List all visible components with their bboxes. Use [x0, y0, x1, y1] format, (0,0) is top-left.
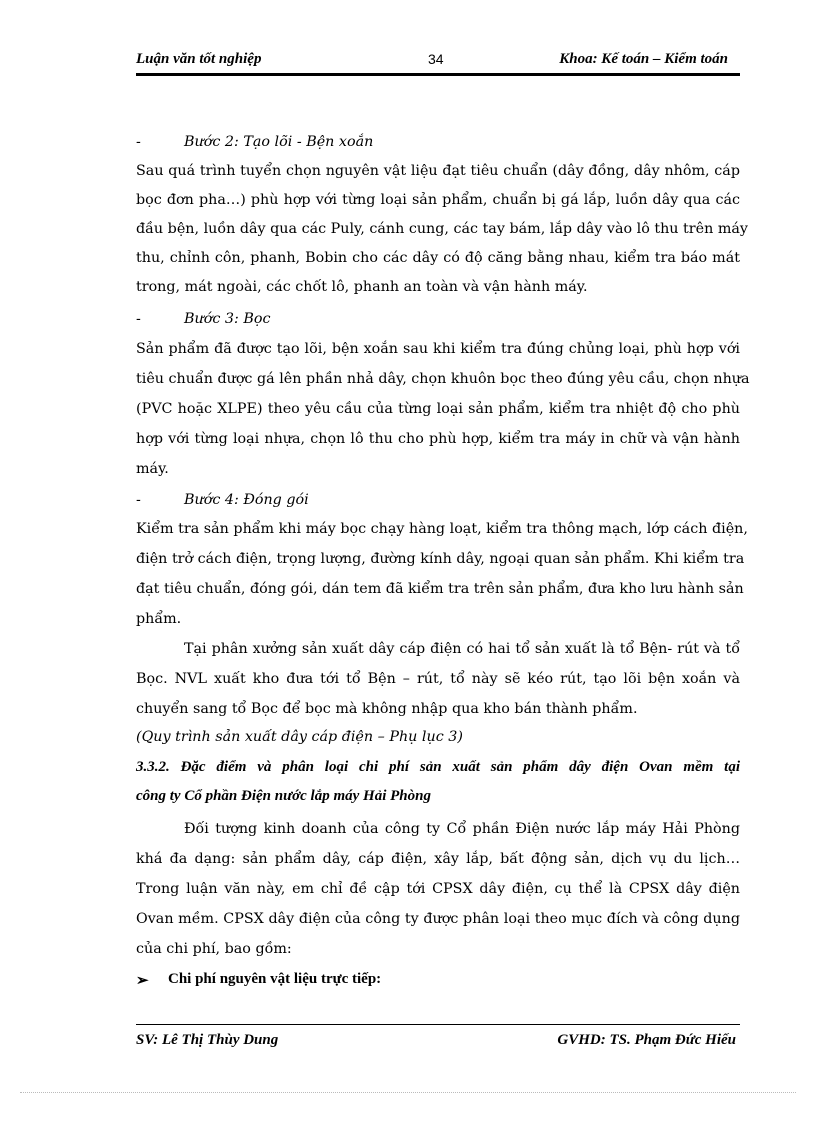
page-number: 34 — [428, 51, 444, 67]
appendix-note: (Quy trình sản xuất dây cáp điện – Phụ lục 3) — [136, 729, 463, 745]
paragraph-2-line: Sản phẩm đã được tạo lõi, bện xoắn sau khi kiểm tra đúng chủng loại, phù hợp với — [136, 341, 740, 357]
paragraph-1-line: thu, chỉnh côn, phanh, Bobin cho các dây có độ căng bằng nhau, kiểm tra báo mát — [136, 250, 740, 266]
paragraph-2-line: (PVC hoặc XLPE) theo yêu cầu của từng loại sản phẩm, kiểm tra nhiệt độ cho phù — [136, 401, 740, 417]
header-faculty-label: Khoa: Kế toán – Kiểm toán — [559, 51, 728, 67]
page-bottom-dotted-line — [20, 1092, 796, 1093]
paragraph-4-line: chuyển sang tổ Bọc để bọc mà không nhập qua kho bán thành phẩm. — [136, 701, 638, 717]
paragraph-5-line: khá đa dạng: sản phẩm dây, cáp điện, xây lắp, bất động sản, dịch vụ du lịch… — [136, 851, 740, 867]
header-thesis-label: Luận văn tốt nghiệp — [136, 51, 262, 67]
paragraph-5-line: Đối tượng kinh doanh của công ty Cổ phần Điện nước lắp máy Hải Phòng — [184, 821, 740, 837]
paragraph-1-line: trong, mát ngoài, các chốt lô, phanh an toàn và vận hành máy. — [136, 279, 588, 295]
paragraph-2-line: hợp với từng loại nhựa, chọn lô thu cho phù hợp, kiểm tra máy in chữ và vận hành — [136, 431, 740, 447]
paragraph-3-line: điện trở cách điện, trọng lượng, đường kính dây, ngoại quan sản phẩm. Khi kiểm tra — [136, 551, 745, 567]
paragraph-2-line: máy. — [136, 461, 169, 477]
paragraph-2-line: tiêu chuẩn được gá lên phần nhả dây, chọn khuôn bọc theo đúng yêu cầu, chọn nhựa — [136, 371, 750, 387]
paragraph-3-line: đạt tiêu chuẩn, đóng gói, dán tem đã kiểm tra trên sản phẩm, đưa kho lưu hành sản — [136, 581, 744, 597]
paragraph-5-line: của chi phí, bao gồm: — [136, 941, 292, 957]
page-header — [136, 47, 728, 71]
paragraph-1-line: bọc đơn pha…) phù hợp với từng loại sản phẩm, chuẩn bị gá lắp, luồn dây qua các — [136, 192, 740, 208]
page-footer — [136, 1030, 740, 1052]
header-rule — [136, 73, 740, 76]
paragraph-4-line: Tại phân xưởng sản xuất dây cáp điện có hai tổ sản xuất là tổ Bện- rút và tổ — [184, 641, 740, 657]
paragraph-4-line: Bọc. NVL xuất kho đưa tới tổ Bện – rút, tổ này sẽ kéo rút, tạo lõi bện xoắn và — [136, 671, 740, 687]
footer-advisor-name: GVHD: TS. Phạm Đức Hiếu — [557, 1032, 736, 1048]
paragraph-1-line: đầu bện, luồn dây qua các Puly, cánh cung, các tay bám, lắp dây vào lô thu trên máy — [136, 221, 749, 237]
bullet-text: Chi phí nguyên vật liệu trực tiếp: — [168, 971, 382, 987]
footer-rule — [136, 1024, 740, 1025]
section-heading-line: 3.3.2. Đặc điểm và phân loại chi phí sản xuất sản phẩm dây điện Ovan mềm tại — [136, 759, 740, 775]
paragraph-5-line: Trong luận văn này, em chỉ đề cập tới CPSX dây điện, cụ thể là CPSX dây điện — [136, 881, 740, 897]
paragraph-5-line: Ovan mềm. CPSX dây điện của công ty được phân loại theo mục đích và công dụng — [136, 911, 740, 927]
footer-student-name: SV: Lê Thị Thùy Dung — [136, 1032, 279, 1048]
paragraph-3-line: phẩm. — [136, 611, 182, 627]
paragraph-3-line: Kiểm tra sản phẩm khi máy bọc chạy hàng loạt, kiểm tra thông mạch, lớp cách điện, — [136, 521, 748, 537]
paragraph-1-line: Sau quá trình tuyển chọn nguyên vật liệu đạt tiêu chuẩn (dây đồng, dây nhôm, cáp — [136, 163, 740, 179]
section-heading-line: công ty Cổ phần Điện nước lắp máy Hải Phòng — [136, 788, 431, 804]
arrow-bullet-icon: ➢ — [136, 973, 149, 989]
